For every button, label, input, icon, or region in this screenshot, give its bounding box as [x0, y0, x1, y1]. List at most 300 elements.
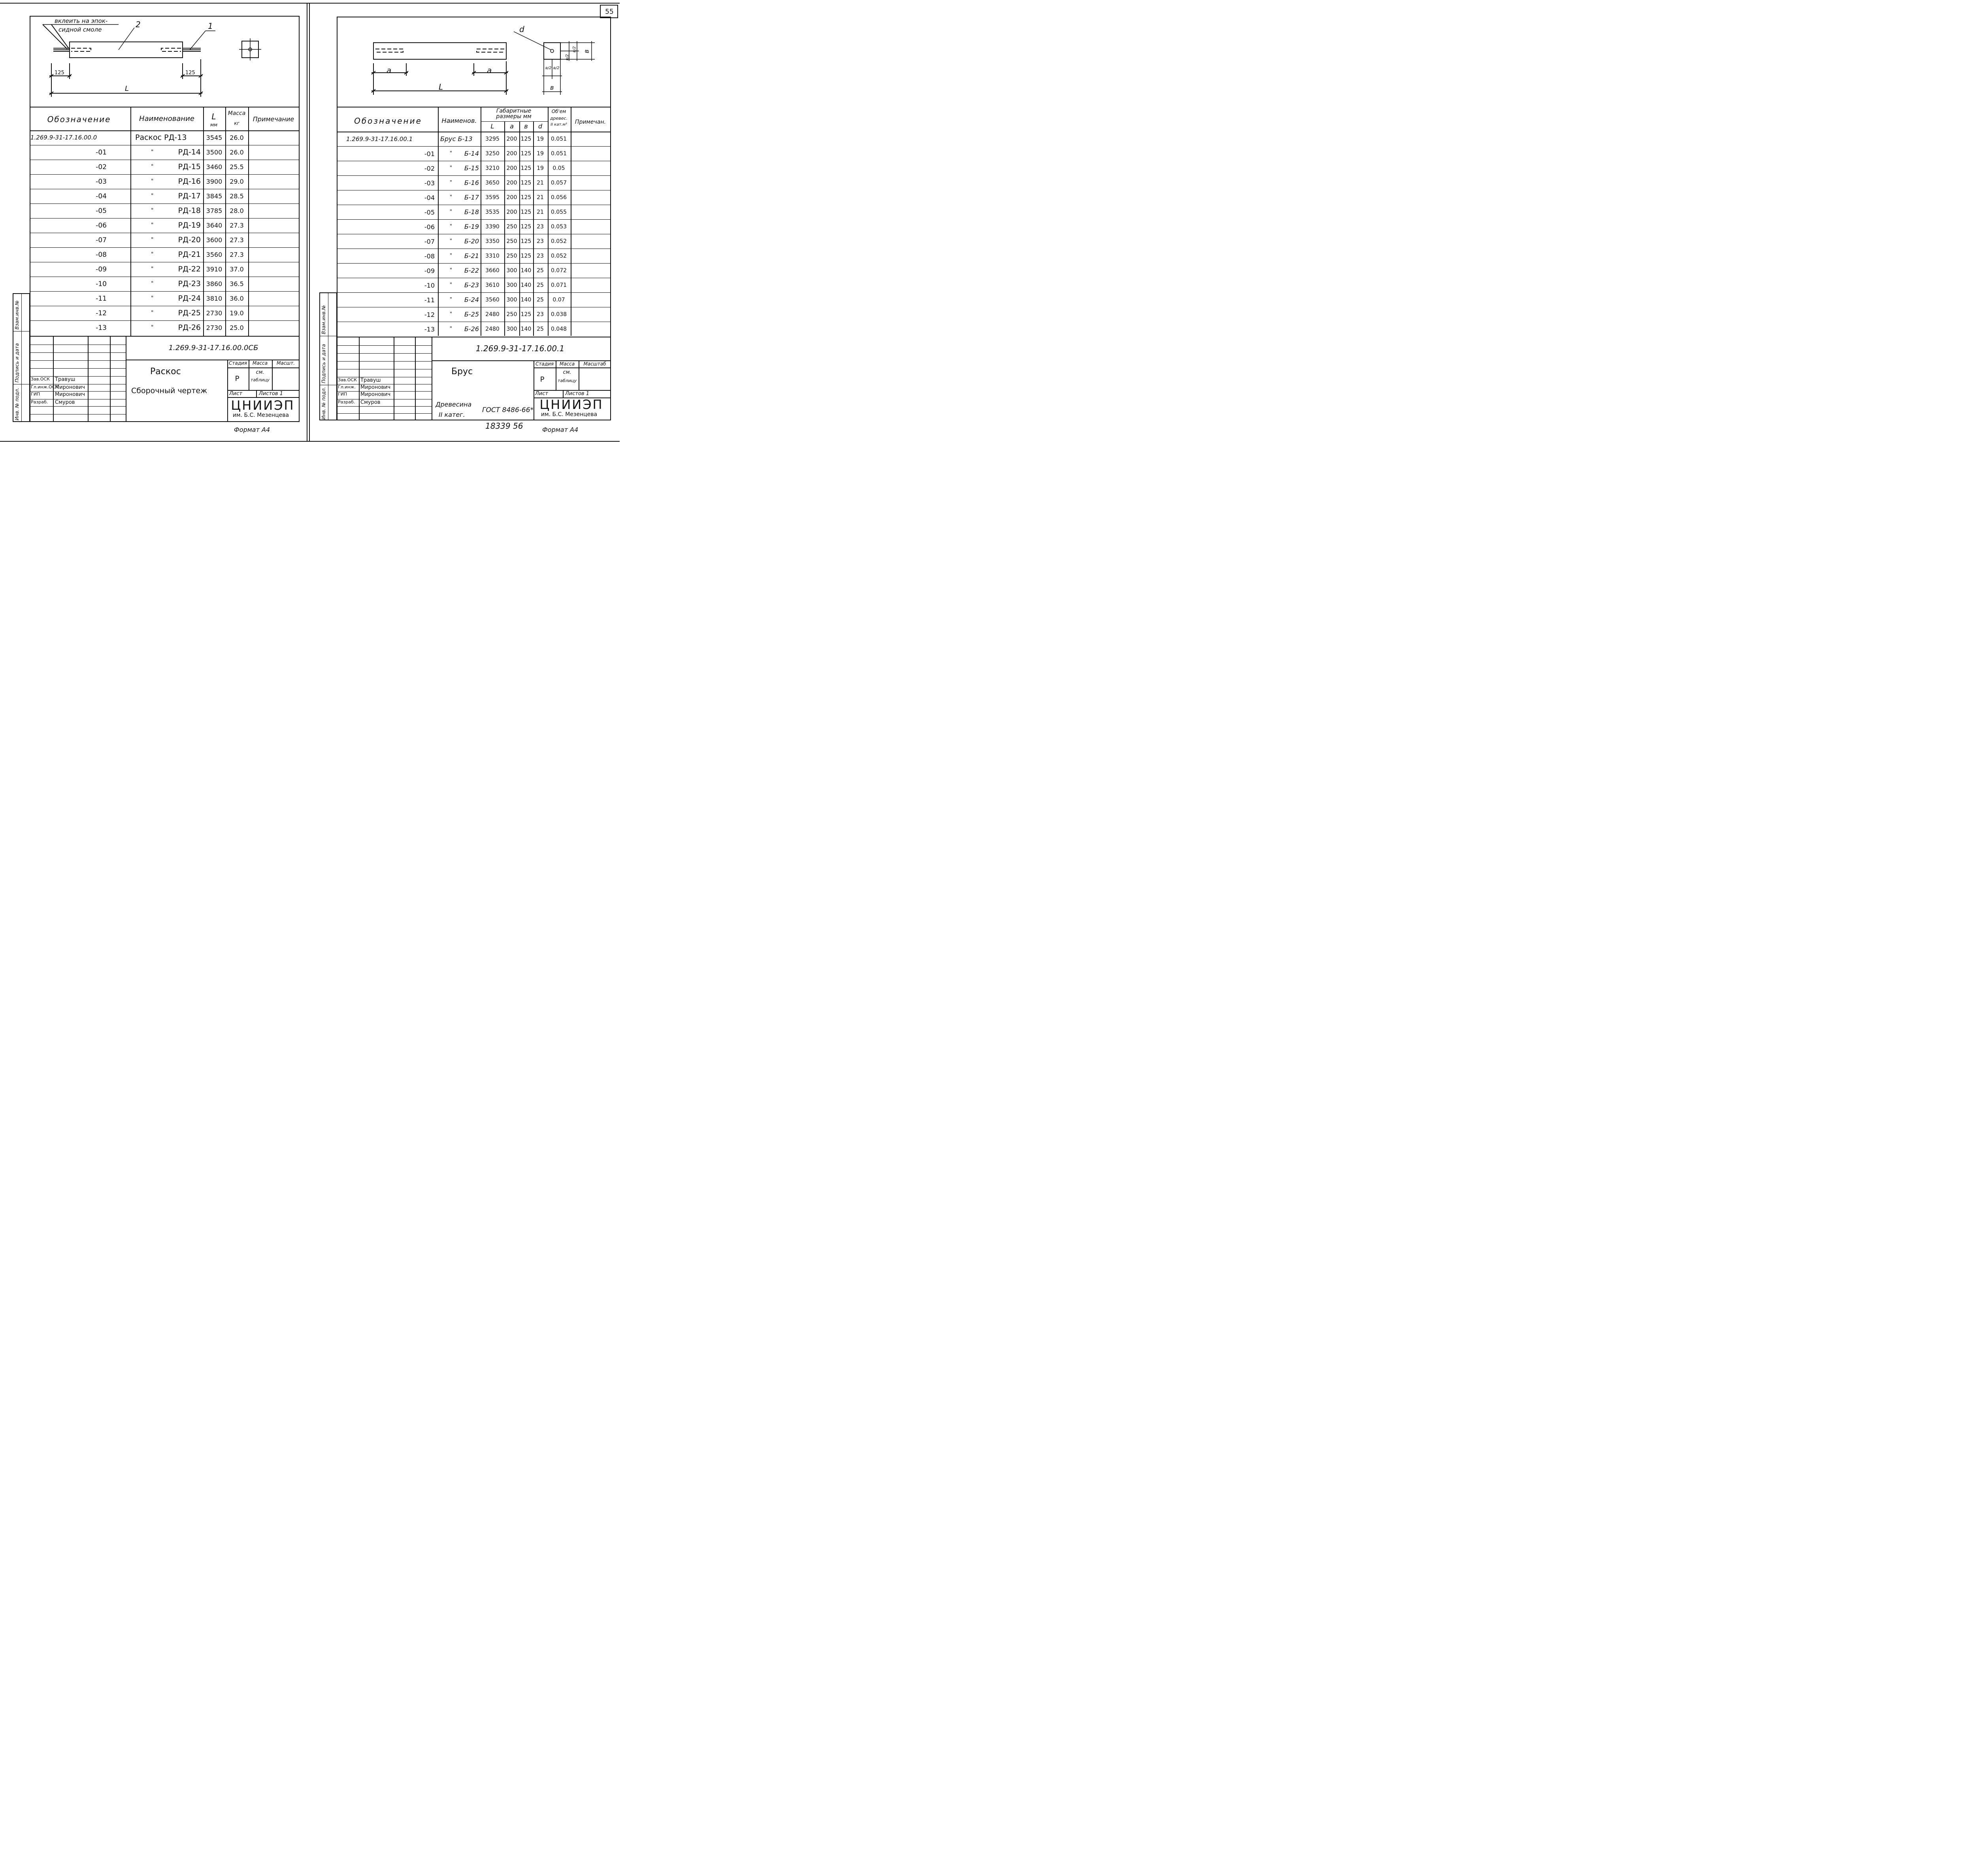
- row-volume: 0.056: [551, 194, 567, 201]
- row-ditto: ": [151, 222, 154, 228]
- row-b: 125: [520, 180, 532, 186]
- person-name: Травуш: [55, 377, 75, 382]
- table-row-divider: [337, 175, 611, 176]
- row-length: 3295: [485, 136, 500, 142]
- row-ditto: ": [151, 207, 154, 214]
- row-b: 125: [520, 253, 532, 259]
- person-name: Миронович: [55, 392, 85, 397]
- row-length: 3310: [485, 253, 500, 259]
- right-drawing: [0, 0, 620, 107]
- row-b: 125: [520, 194, 532, 201]
- row-d: 23: [537, 224, 544, 230]
- side-label-replaced-inv: Взам.инв.№: [321, 305, 326, 334]
- row-volume: 0.072: [551, 267, 567, 274]
- tb-sheet: Лист: [229, 391, 242, 397]
- row-designation: -04: [96, 192, 107, 200]
- row-volume: 0.052: [551, 238, 567, 245]
- row-b: 140: [520, 326, 532, 332]
- person-role: Гл.инж.ОСК: [31, 384, 58, 390]
- person-name: Миронович: [360, 392, 391, 397]
- row-designation: -07: [96, 236, 107, 244]
- row-ditto: ": [450, 224, 452, 230]
- row-mass: 27.3: [230, 251, 244, 258]
- row-designation: -01: [96, 149, 107, 156]
- person-role: Зав.ОСК: [338, 377, 357, 382]
- dim-b-side: в: [583, 49, 590, 53]
- row-ditto: ": [151, 281, 154, 287]
- col-header-mass: Масса: [228, 110, 246, 117]
- tb-mass-value-2: таблицу: [250, 377, 270, 382]
- row-a: 200: [506, 194, 517, 201]
- left-titleblock-top: [30, 336, 300, 337]
- row-name: Б-26: [464, 325, 479, 333]
- right-gost: ГОСТ 8486-66*: [482, 406, 534, 414]
- row-a: 300: [506, 267, 517, 274]
- tb-stage-value: Р: [540, 375, 545, 384]
- page-number: 55: [605, 8, 614, 16]
- tb-row: [30, 360, 126, 361]
- row-b: 140: [520, 282, 532, 288]
- left-subtitle: Сборочный чертеж: [131, 386, 207, 395]
- tb-line: [534, 367, 611, 368]
- person-name: Смуров: [55, 399, 75, 405]
- row-designation: -13: [424, 326, 435, 333]
- right-material-1: Древесина: [436, 401, 472, 408]
- position-1-label: 1: [208, 21, 213, 31]
- row-ditto: ": [151, 266, 154, 272]
- row-ditto: ": [151, 251, 154, 258]
- row-ditto: ": [450, 194, 452, 200]
- row-name: Б-20: [464, 237, 479, 245]
- person-role: ГИП: [338, 392, 347, 397]
- tb-col: [359, 337, 360, 420]
- right-col-line: [548, 107, 549, 336]
- row-mass: 25.5: [230, 163, 244, 171]
- person-role: Зав.ОСК: [31, 377, 50, 382]
- row-name: РД-18: [178, 206, 201, 215]
- dim-L-right: L: [439, 82, 443, 92]
- col-header-note: Примечание: [253, 115, 294, 123]
- row-a: 250: [506, 238, 517, 245]
- row-designation: -03: [424, 179, 435, 187]
- row-designation: -08: [96, 251, 107, 259]
- glue-note-line2: сидной смоле: [58, 26, 102, 33]
- tb-row: [30, 352, 126, 353]
- tb-row: [337, 345, 432, 346]
- side-label-signature-date: Подпись и дата: [14, 343, 20, 382]
- row-length: 3650: [485, 180, 500, 186]
- row-length: 3210: [485, 165, 500, 171]
- row-name: Раскос РД-13: [135, 133, 187, 142]
- tb-row: [337, 406, 432, 407]
- row-ditto: ": [450, 151, 452, 156]
- tb-line: [227, 360, 228, 422]
- row-name: Брус Б-13: [440, 135, 473, 143]
- row-length: 3660: [485, 267, 500, 274]
- dim-b2-bottom-b: в/2: [553, 66, 560, 70]
- row-b: 125: [520, 238, 532, 245]
- person-name: Миронович: [55, 384, 85, 390]
- row-designation: -08: [424, 252, 435, 260]
- row-mass: 26.0: [230, 134, 244, 141]
- right-org-logo: ЦНИИЭП: [539, 397, 603, 412]
- row-length: 3610: [485, 282, 500, 288]
- row-a: 200: [506, 209, 517, 215]
- row-designation: -09: [424, 267, 435, 275]
- tb-line: [256, 390, 257, 397]
- left-header-bottom: [30, 130, 300, 131]
- row-length: 2480: [485, 311, 500, 318]
- tb-line: [227, 367, 300, 368]
- row-a: 200: [506, 136, 517, 142]
- row-b: 125: [520, 136, 532, 142]
- row-ditto: ": [151, 324, 154, 331]
- dim-d-label: d: [519, 24, 524, 34]
- row-volume: 0.038: [551, 311, 567, 318]
- row-designation: -02: [424, 165, 435, 172]
- person-role: ГИП: [31, 392, 40, 397]
- position-2-label: 2: [136, 20, 141, 29]
- row-designation: -13: [96, 324, 107, 332]
- row-designation: -05: [424, 209, 435, 216]
- col-header-mass-unit: кг: [234, 121, 239, 126]
- row-mass: 27.3: [230, 236, 244, 244]
- tb-mass-header: Масса: [559, 361, 575, 367]
- left-title: Раскос: [150, 367, 181, 377]
- side-label-inv-original: Инв. № подл.: [14, 388, 20, 420]
- row-ditto: ": [450, 297, 452, 303]
- row-d: 21: [537, 194, 544, 201]
- tb-stage-header: Стадия: [228, 360, 247, 366]
- row-designation: -12: [424, 311, 435, 318]
- row-ditto: ": [151, 310, 154, 316]
- row-designation: -11: [96, 295, 107, 303]
- right-col-line: [519, 121, 520, 336]
- row-mass: 27.3: [230, 222, 244, 229]
- row-length: 3535: [485, 209, 500, 215]
- row-ditto: ": [450, 180, 452, 186]
- row-length: 3845: [206, 192, 222, 200]
- dim-b2-bottom-a: в/2: [545, 66, 552, 70]
- row-name: Б-23: [464, 281, 479, 289]
- row-name: РД-16: [178, 177, 201, 186]
- row-d: 23: [537, 253, 544, 259]
- table-row-divider: [30, 320, 300, 321]
- table-row-divider: [337, 146, 611, 147]
- tb-row: [30, 406, 126, 407]
- tb-col: [88, 336, 89, 422]
- tb-row: [337, 361, 432, 362]
- side-label-inv-original: Инв. № подл.: [321, 387, 326, 420]
- row-length: 3460: [206, 163, 222, 171]
- tb-col: [415, 337, 416, 420]
- row-b: 140: [520, 267, 532, 274]
- dim-125-left: 125: [55, 70, 64, 76]
- row-length: 3500: [206, 149, 222, 156]
- left-col-line: [130, 107, 131, 336]
- row-d: 19: [537, 136, 544, 142]
- tb-mass-value-1: см.: [563, 369, 571, 375]
- r-col-header-vol-1: Об'ем: [551, 109, 566, 114]
- right-format: Формат А4: [542, 426, 579, 433]
- row-ditto: ": [450, 282, 452, 288]
- row-a: 300: [506, 282, 517, 288]
- r-col-header-vol-2: древес.: [550, 116, 568, 121]
- row-length: 3545: [206, 134, 222, 141]
- row-mass: 19.0: [230, 309, 244, 317]
- r-col-header-a: a: [510, 122, 514, 130]
- tb-col: [110, 336, 111, 422]
- right-col-line: [533, 121, 534, 336]
- row-d: 23: [537, 238, 544, 245]
- row-ditto: ": [151, 193, 154, 199]
- row-name: РД-24: [178, 294, 201, 303]
- dim-a-right: a: [487, 66, 492, 75]
- row-b: 125: [520, 209, 532, 215]
- row-name: РД-20: [178, 235, 201, 244]
- table-row-divider: [30, 203, 300, 204]
- row-d: 21: [537, 209, 544, 215]
- row-mass: 36.0: [230, 295, 244, 302]
- col-header-L-unit: мм: [210, 122, 218, 128]
- row-name: Б-19: [464, 223, 479, 230]
- left-col-line: [248, 107, 249, 336]
- tb-mass-header: Масса: [252, 360, 268, 366]
- row-b: 125: [520, 165, 532, 171]
- row-length: 3390: [485, 224, 500, 230]
- col-header-L: L: [211, 112, 216, 121]
- left-format: Формат А4: [234, 426, 270, 433]
- row-a: 250: [506, 311, 517, 318]
- table-row-divider: [337, 292, 611, 293]
- left-col-line: [203, 107, 204, 336]
- row-length: 3910: [206, 266, 222, 273]
- right-doc-code: 1.269.9-31-17.16.00.1: [475, 344, 565, 353]
- tb-row: [30, 368, 126, 369]
- side-strip-divider: [13, 331, 30, 332]
- r-col-header-b: в: [524, 122, 528, 130]
- dim-125-right: 125: [185, 70, 195, 76]
- row-volume: 0.057: [551, 180, 567, 186]
- tb-row: [337, 353, 432, 354]
- row-name: РД-15: [178, 162, 201, 171]
- table-row-divider: [30, 291, 300, 292]
- right-material-2: II катег.: [439, 411, 465, 418]
- dim-L-label: L: [125, 85, 129, 93]
- tb-stage-header: Стадия: [535, 361, 554, 367]
- person-role: Разраб.: [31, 399, 48, 405]
- row-designation: -09: [96, 266, 107, 273]
- row-name: РД-22: [178, 265, 201, 273]
- row-a: 250: [506, 253, 517, 259]
- row-mass: 28.5: [230, 192, 244, 200]
- left-col-line: [225, 107, 226, 336]
- r-col-header-designation: Обозначение: [354, 116, 422, 126]
- right-org-name: им. Б.С. Мезенцева: [541, 411, 598, 418]
- row-d: 25: [537, 267, 544, 274]
- row-length: 3810: [206, 295, 222, 302]
- table-row-divider: [30, 174, 300, 175]
- row-d: 21: [537, 180, 544, 186]
- row-ditto: ": [151, 164, 154, 170]
- r-col-header-name: Наименов.: [441, 117, 477, 124]
- row-ditto: ": [450, 165, 452, 171]
- row-designation: 1.269.9-31-17.16.00.0: [30, 134, 97, 141]
- row-designation: -07: [424, 238, 435, 245]
- row-d: 19: [537, 165, 544, 171]
- table-row-divider: [337, 219, 611, 220]
- row-designation: -01: [424, 150, 435, 158]
- row-name: РД-19: [178, 221, 201, 230]
- dim-b2-side-b: в/2: [572, 46, 577, 53]
- row-volume: 0.051: [551, 151, 567, 157]
- row-ditto: ": [450, 326, 452, 332]
- row-a: 300: [506, 326, 517, 332]
- row-volume: 0.05: [552, 165, 565, 171]
- glue-note-line1: вклеить на эпок-: [55, 17, 108, 24]
- row-name: Б-25: [464, 311, 479, 318]
- row-ditto: ": [151, 237, 154, 243]
- row-ditto: ": [450, 267, 452, 273]
- row-name: Б-17: [464, 194, 479, 201]
- row-length: 3785: [206, 207, 222, 215]
- tb-scale-header: Масштаб: [583, 361, 606, 367]
- row-d: 25: [537, 326, 544, 332]
- col-header-name: Наименование: [139, 115, 194, 123]
- row-b: 125: [520, 224, 532, 230]
- right-col-line: [438, 107, 439, 336]
- row-length: 3350: [485, 238, 500, 245]
- side-strip-divider: [21, 293, 22, 422]
- row-name: Б-15: [464, 164, 479, 172]
- row-length: 3640: [206, 222, 222, 229]
- row-ditto: ": [151, 149, 154, 155]
- row-length: 2730: [206, 309, 222, 317]
- stamp-number: 18339 56: [485, 421, 523, 431]
- row-designation: -06: [96, 222, 107, 230]
- right-col-line: [504, 121, 505, 336]
- row-volume: 0.055: [551, 209, 567, 215]
- row-ditto: ": [450, 209, 452, 215]
- tb-sheets: Листов 1: [565, 391, 589, 397]
- row-name: Б-22: [464, 267, 479, 274]
- person-name: Смуров: [360, 399, 381, 405]
- left-doc-code: 1.269.9-31-17.16.00.0СБ: [168, 344, 258, 352]
- row-volume: 0.048: [551, 326, 567, 332]
- row-d: 25: [537, 297, 544, 303]
- table-row-divider: [337, 263, 611, 264]
- row-name: РД-14: [178, 148, 201, 156]
- row-b: 140: [520, 297, 532, 303]
- row-a: 200: [506, 165, 517, 171]
- left-org-name: им. Б.С. Мезенцева: [232, 412, 289, 418]
- row-ditto: ": [151, 295, 154, 301]
- person-role: Разраб.: [338, 399, 355, 405]
- row-volume: 0.051: [551, 136, 567, 142]
- row-mass: 37.0: [230, 266, 244, 273]
- row-name: РД-26: [178, 323, 201, 332]
- row-volume: 0.052: [551, 253, 567, 259]
- row-volume: 0.053: [551, 224, 567, 230]
- side-label-replaced-inv: Взам.инв.№: [14, 300, 20, 330]
- row-a: 200: [506, 151, 517, 157]
- tb-sheets: Листов 1: [259, 391, 283, 397]
- row-ditto: ": [151, 178, 154, 185]
- r-col-header-vol-3: II кат.м³: [551, 122, 567, 127]
- r-col-header-dims: Габаритные размеры мм: [496, 108, 532, 120]
- person-name: Травуш: [360, 377, 381, 383]
- row-designation: -10: [424, 282, 435, 289]
- row-designation: -04: [424, 194, 435, 202]
- dim-b2-side-a: в/2: [565, 54, 569, 60]
- right-title: Брус: [451, 367, 473, 377]
- row-designation: -11: [424, 296, 435, 304]
- tb-mass-value-1: см.: [256, 369, 264, 375]
- row-name: РД-23: [178, 279, 201, 288]
- tb-stage-value: Р: [235, 375, 239, 383]
- row-b: 125: [520, 311, 532, 318]
- row-name: Б-16: [464, 179, 479, 186]
- row-length: 3900: [206, 178, 222, 185]
- row-length: 3250: [485, 151, 500, 157]
- tb-line: [272, 360, 273, 390]
- row-a: 250: [506, 224, 517, 230]
- row-length: 2730: [206, 324, 222, 332]
- row-a: 300: [506, 297, 517, 303]
- row-name: Б-24: [464, 296, 479, 303]
- row-length: 3560: [485, 297, 500, 303]
- row-a: 200: [506, 180, 517, 186]
- dims-subheader-line: [481, 121, 548, 122]
- row-name: РД-25: [178, 309, 201, 317]
- row-ditto: ": [450, 238, 452, 244]
- row-length: 2480: [485, 326, 500, 332]
- tb-col: [53, 336, 54, 422]
- row-d: 19: [537, 151, 544, 157]
- row-designation: -03: [96, 178, 107, 186]
- row-name: РД-21: [178, 250, 201, 259]
- row-mass: 28.0: [230, 207, 244, 215]
- row-d: 23: [537, 311, 544, 318]
- side-label-signature-date: Подпись и дата: [321, 344, 326, 383]
- row-ditto: ": [450, 311, 452, 317]
- row-mass: 25.0: [230, 324, 244, 332]
- row-name: Б-18: [464, 208, 479, 216]
- tb-sheet: Лист: [535, 391, 548, 397]
- row-designation: -10: [96, 280, 107, 288]
- sheet-bottom-border: [0, 441, 620, 442]
- row-name: Б-14: [464, 150, 479, 157]
- row-designation: -12: [96, 309, 107, 317]
- row-volume: 0.071: [551, 282, 567, 288]
- row-name: Б-21: [464, 252, 479, 260]
- row-length: 3560: [206, 251, 222, 258]
- dim-a-left: a: [387, 66, 392, 75]
- row-designation: 1.269.9-31-17.16.00.1: [346, 136, 413, 143]
- row-mass: 29.0: [230, 178, 244, 185]
- row-mass: 26.0: [230, 149, 244, 156]
- row-length: 3595: [485, 194, 500, 201]
- row-length: 3860: [206, 280, 222, 288]
- person-name: Миронович: [360, 384, 391, 390]
- r-col-header-L: L: [490, 122, 494, 130]
- row-volume: 0.07: [552, 297, 565, 303]
- row-b: 125: [520, 151, 532, 157]
- row-name: РД-17: [178, 192, 201, 200]
- row-ditto: ": [450, 253, 452, 259]
- person-role: Гл.инж.: [338, 384, 356, 390]
- row-designation: -06: [424, 223, 435, 231]
